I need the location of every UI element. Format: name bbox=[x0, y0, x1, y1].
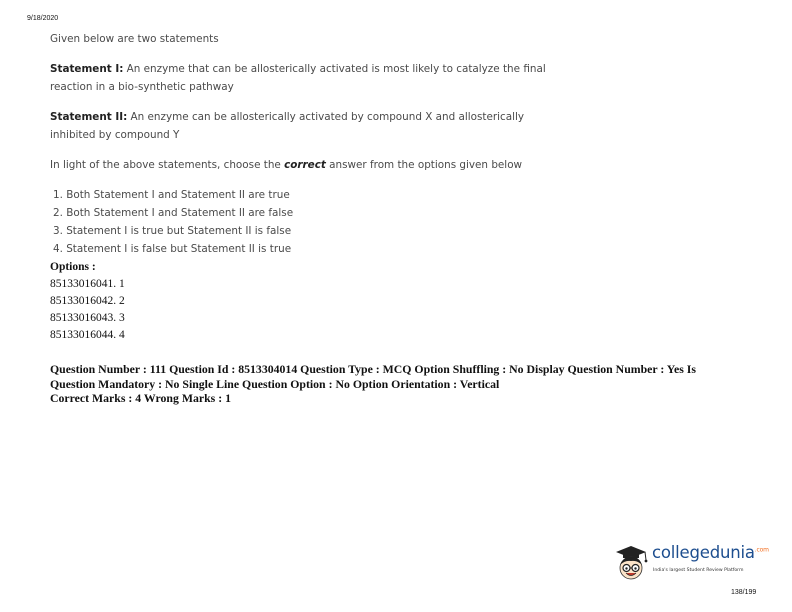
instruction bbox=[50, 156, 522, 174]
metadata-line: Correct Marks : 4 Wrong Marks : 1 bbox=[50, 391, 231, 405]
options-heading: Options : bbox=[50, 261, 96, 273]
logo-wordmark: collegedunia$^{.com}$ bbox=[652, 543, 769, 562]
metadata-line: Question Mandatory : No Single Line Question Option : No Option Orientation : Vertical bbox=[50, 376, 500, 391]
option-item: 85133016041. 1 bbox=[50, 278, 125, 290]
statement-1 bbox=[50, 60, 546, 96]
question-intro: Given below are two statements bbox=[50, 33, 219, 45]
statement-2-text-line1: An enzyme can be allosterically activated by compound X and allosterically bbox=[130, 111, 525, 123]
option-item: 85133016044. 4 bbox=[50, 329, 125, 341]
logo-tld: .com bbox=[754, 546, 769, 554]
statement-1-text-line1: An enzyme that can be allosterically activated is most likely to catalyze the final bbox=[126, 63, 546, 75]
statement-1-label: Statement I: bbox=[50, 63, 124, 75]
answer-choices bbox=[53, 186, 293, 258]
metadata-line: Question Number : 111 Question Id : 8513304014 Question Type : MCQ Option Shuffling : No Display Question Number : Yes Is bbox=[50, 362, 696, 376]
page-number: 138/199 bbox=[731, 589, 757, 596]
instruction-post: answer from the options given below bbox=[325, 159, 523, 171]
answer-choice: 1. Both Statement I and Statement II are true bbox=[53, 189, 290, 201]
logo-tagline: India's largest Student Review Platform bbox=[653, 568, 744, 573]
answer-choice: 3. Statement I is true but Statement II is false bbox=[53, 225, 292, 237]
option-item: 85133016043. 3 bbox=[50, 312, 125, 324]
statement-1-text-line2: reaction in a bio-synthetic pathway bbox=[50, 81, 234, 93]
collegedunia-logo bbox=[612, 543, 772, 587]
statement-2-label: Statement II: bbox=[50, 111, 128, 123]
answer-choice: 2. Both Statement I and Statement II are false bbox=[53, 207, 294, 219]
option-item: 85133016042. 2 bbox=[50, 295, 125, 307]
statement-2-text-line2: inhibited by compound Y bbox=[50, 129, 180, 141]
print-date: 9/18/2020 bbox=[27, 15, 59, 22]
statement-2 bbox=[50, 108, 524, 144]
instruction-emphasis: correct bbox=[284, 159, 326, 171]
mascot-icon bbox=[612, 543, 650, 587]
options-block bbox=[50, 259, 125, 344]
question-metadata bbox=[50, 362, 750, 406]
instruction-pre: In light of the above statements, choose the bbox=[50, 159, 285, 171]
answer-choice: 4. Statement I is false but Statement II is true bbox=[53, 243, 292, 255]
